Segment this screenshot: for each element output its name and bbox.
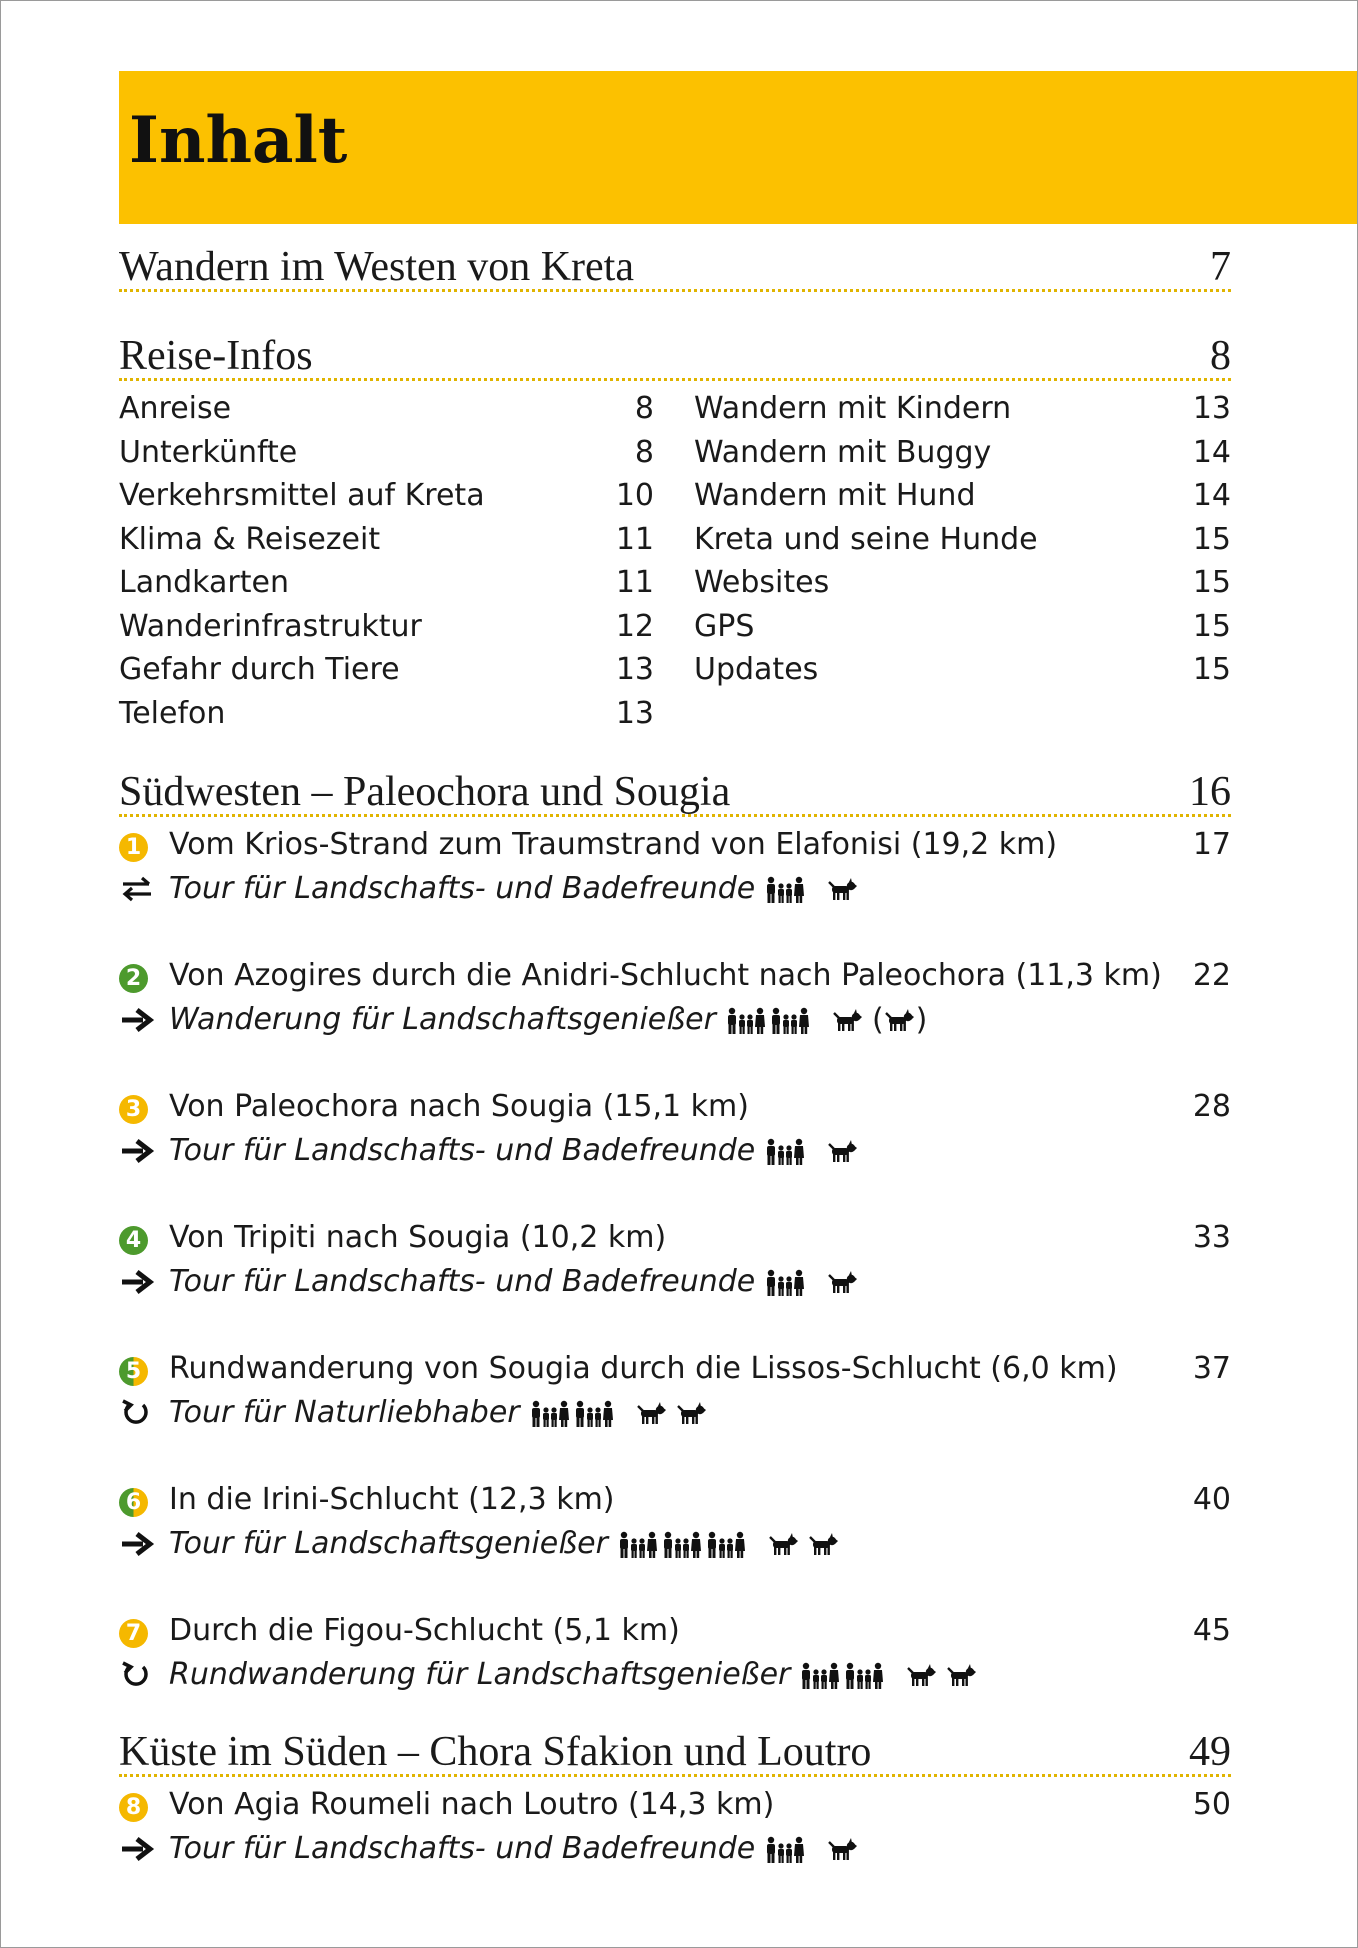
dog-optional-icon — [884, 1009, 916, 1033]
section-page: 7 — [1210, 244, 1231, 290]
tour-title: In die Irini-Schlucht (12,3 km) — [169, 1482, 615, 1517]
tour-entry[interactable] — [119, 1216, 1231, 1316]
toc-entry-label: Gefahr durch Tiere — [119, 652, 400, 687]
family-icon — [574, 1400, 614, 1428]
section-heading[interactable] — [119, 333, 1231, 381]
toc-entry[interactable] — [694, 609, 1231, 645]
paren-mark: ( — [871, 1002, 884, 1038]
toc-entry-label: GPS — [694, 609, 755, 644]
tour-page: 28 — [1192, 1089, 1231, 1124]
tour-number-badge: 3 — [119, 1095, 148, 1124]
dog-icons — [827, 1130, 867, 1174]
difficulty-icons — [765, 1261, 809, 1305]
tour-subtitle — [169, 1129, 867, 1174]
toc-entry-page: 15 — [1192, 609, 1231, 644]
one-way-arrow-icon — [119, 1268, 155, 1296]
toc-entry-label: Verkehrsmittel auf Kreta — [119, 478, 485, 513]
toc-entry[interactable] — [694, 478, 1231, 514]
toc-entry-label: Anreise — [119, 391, 232, 426]
dog-icon — [946, 1664, 978, 1688]
family-icon — [800, 1662, 840, 1690]
page-title: Inhalt — [129, 103, 348, 178]
dog-icon — [827, 1838, 859, 1862]
toc-entry[interactable] — [119, 522, 654, 558]
toc-entry-label: Wandern mit Buggy — [694, 435, 992, 470]
tour-number-badge: 2 — [119, 964, 148, 993]
dog-icon — [827, 878, 859, 902]
difficulty-icons — [800, 1654, 888, 1698]
difficulty-icons — [530, 1392, 618, 1436]
difficulty-icons — [765, 868, 809, 912]
family-icon — [662, 1531, 702, 1559]
dog-icon — [768, 1533, 800, 1557]
family-icon — [765, 1269, 805, 1297]
toc-entry-page: 11 — [615, 565, 654, 600]
section-heading[interactable] — [119, 244, 1231, 292]
loop-icon — [119, 1661, 155, 1689]
section-title: Südwesten – Paleochora und Sougia — [119, 769, 731, 815]
toc-entry-label: Unterkünfte — [119, 435, 298, 470]
header-banner — [119, 71, 1358, 224]
toc-entry-label: Landkarten — [119, 565, 289, 600]
tour-title: Vom Krios-Strand zum Traumstrand von Elafonisi (19,2 km) — [169, 827, 1058, 862]
out-and-back-icon — [119, 875, 155, 903]
tour-entry[interactable] — [119, 1783, 1231, 1883]
dog-icons — [832, 998, 927, 1043]
dog-icon — [808, 1533, 840, 1557]
one-way-arrow-icon — [119, 1137, 155, 1165]
dog-icon — [636, 1402, 668, 1426]
family-icon — [770, 1007, 810, 1035]
family-icon — [726, 1007, 766, 1035]
dog-icons — [827, 1261, 867, 1305]
dog-icons — [636, 1392, 716, 1436]
toc-entry-page: 8 — [634, 391, 654, 426]
one-way-arrow-icon — [119, 1006, 155, 1034]
toc-entry-label: Updates — [694, 652, 819, 687]
toc-entry-label: Wandern mit Kindern — [694, 391, 1012, 426]
toc-entry-label: Websites — [694, 565, 830, 600]
toc-entry-label: Wandern mit Hund — [694, 478, 976, 513]
tour-number-badge: 4 — [119, 1226, 148, 1255]
section-page: 16 — [1189, 769, 1231, 815]
tour-number-badge: 8 — [119, 1793, 148, 1822]
toc-entry-page: 10 — [615, 478, 654, 513]
difficulty-icons — [726, 999, 814, 1043]
tour-title: Von Agia Roumeli nach Loutro (14,3 km) — [169, 1787, 775, 1822]
tour-number-badge: 1 — [119, 833, 148, 862]
dog-icons — [768, 1523, 848, 1567]
toc-entry-page: 15 — [1192, 652, 1231, 687]
dog-icons — [906, 1654, 986, 1698]
tour-subtitle — [169, 998, 927, 1043]
toc-entry-page: 13 — [615, 696, 654, 731]
section-title: Reise-Infos — [119, 333, 313, 379]
dog-icon — [676, 1402, 708, 1426]
tour-number-badge: 5 — [119, 1357, 148, 1386]
toc-entry[interactable] — [694, 391, 1231, 427]
family-icon — [765, 1138, 805, 1166]
tour-subtitle-text: Tour für Landschafts- und Badefreunde — [169, 1831, 756, 1866]
difficulty-icons — [765, 1130, 809, 1174]
toc-entry[interactable] — [694, 652, 1231, 688]
tour-page: 45 — [1192, 1613, 1231, 1648]
toc-entry[interactable] — [694, 565, 1231, 601]
dog-icons — [827, 1828, 867, 1872]
tour-title: Durch die Figou-Schlucht (5,1 km) — [169, 1613, 680, 1648]
section-page: 8 — [1210, 333, 1231, 379]
family-icon — [618, 1531, 658, 1559]
tour-entry[interactable] — [119, 1609, 1231, 1709]
toc-entry[interactable] — [119, 435, 654, 471]
tour-entry[interactable] — [119, 1347, 1231, 1447]
family-icon — [706, 1531, 746, 1559]
dog-icon — [832, 1009, 864, 1033]
tour-entry[interactable] — [119, 1085, 1231, 1185]
one-way-arrow-icon — [119, 1530, 155, 1558]
toc-entry-label: Telefon — [119, 696, 226, 731]
toc-entry[interactable] — [119, 696, 654, 732]
tour-subtitle — [169, 1827, 867, 1872]
tour-subtitle — [169, 1391, 716, 1436]
tour-entry[interactable] — [119, 823, 1231, 923]
tour-entry[interactable] — [119, 1478, 1231, 1578]
toc-entry-page: 13 — [1192, 391, 1231, 426]
toc-entry-page: 11 — [615, 522, 654, 557]
toc-entry-page: 12 — [615, 609, 654, 644]
loop-icon — [119, 1399, 155, 1427]
tour-subtitle-text: Wanderung für Landschaftsgenießer — [169, 1002, 716, 1037]
section-heading[interactable] — [119, 769, 1231, 817]
dog-icon — [827, 1271, 859, 1295]
dog-icons — [827, 868, 867, 912]
toc-entry-page: 13 — [615, 652, 654, 687]
toc-entry[interactable] — [119, 565, 654, 601]
tour-subtitle-text: Tour für Naturliebhaber — [169, 1395, 520, 1430]
tour-subtitle — [169, 1522, 848, 1567]
toc-entry-page: 14 — [1192, 478, 1231, 513]
tour-subtitle-text: Tour für Landschafts- und Badefreunde — [169, 1264, 756, 1299]
toc-entry-page: 15 — [1192, 565, 1231, 600]
toc-entry-page: 14 — [1192, 435, 1231, 470]
tour-page: 22 — [1192, 958, 1231, 993]
tour-title: Rundwanderung von Sougia durch die Lissos-Schlucht (6,0 km) — [169, 1351, 1118, 1386]
toc-entry-label: Wanderinfrastruktur — [119, 609, 422, 644]
tour-subtitle-text: Tour für Landschaftsgenießer — [169, 1526, 608, 1561]
tour-subtitle-text: Tour für Landschafts- und Badefreunde — [169, 1133, 756, 1168]
tour-number-badge: 6 — [119, 1488, 148, 1517]
tour-page: 33 — [1192, 1220, 1231, 1255]
dog-icon — [827, 1140, 859, 1164]
toc-entry[interactable] — [694, 435, 1231, 471]
toc-entry[interactable] — [119, 478, 654, 514]
toc-entry[interactable] — [119, 391, 654, 427]
tour-page: 40 — [1192, 1482, 1231, 1517]
tour-title: Von Paleochora nach Sougia (15,1 km) — [169, 1089, 749, 1124]
tour-page: 17 — [1192, 827, 1231, 862]
tour-subtitle — [169, 1260, 867, 1305]
family-icon — [765, 1836, 805, 1864]
toc-entry[interactable] — [119, 609, 654, 645]
tour-title: Von Tripiti nach Sougia (10,2 km) — [169, 1220, 667, 1255]
difficulty-icons — [765, 1828, 809, 1872]
tour-number-badge: 7 — [119, 1619, 148, 1648]
section-page: 49 — [1189, 1729, 1231, 1775]
tour-subtitle — [169, 1653, 986, 1698]
toc-entry[interactable] — [119, 652, 654, 688]
tour-subtitle-text: Rundwanderung für Landschaftsgenießer — [169, 1657, 791, 1692]
family-icon — [844, 1662, 884, 1690]
difficulty-icons — [618, 1523, 750, 1567]
dog-icon — [906, 1664, 938, 1688]
toc-entry-label: Kreta und seine Hunde — [694, 522, 1038, 557]
tour-page: 50 — [1192, 1787, 1231, 1822]
section-heading[interactable] — [119, 1729, 1231, 1777]
toc-entry[interactable] — [694, 522, 1231, 558]
one-way-arrow-icon — [119, 1835, 155, 1863]
paren-mark: ) — [915, 1002, 928, 1038]
tour-title: Von Azogires durch die Anidri-Schlucht nach Paleochora (11,3 km) — [169, 958, 1162, 993]
toc-entry-page: 8 — [634, 435, 654, 470]
family-icon — [530, 1400, 570, 1428]
tour-entry[interactable] — [119, 954, 1231, 1054]
section-title: Küste im Süden – Chora Sfakion und Loutro — [119, 1729, 872, 1775]
toc-entry-label: Klima & Reisezeit — [119, 522, 381, 557]
family-icon — [765, 876, 805, 904]
tour-page: 37 — [1192, 1351, 1231, 1386]
tour-subtitle-text: Tour für Landschafts- und Badefreunde — [169, 871, 756, 906]
tour-subtitle — [169, 867, 867, 912]
section-title: Wandern im Westen von Kreta — [119, 244, 634, 290]
toc-entry-page: 15 — [1192, 522, 1231, 557]
